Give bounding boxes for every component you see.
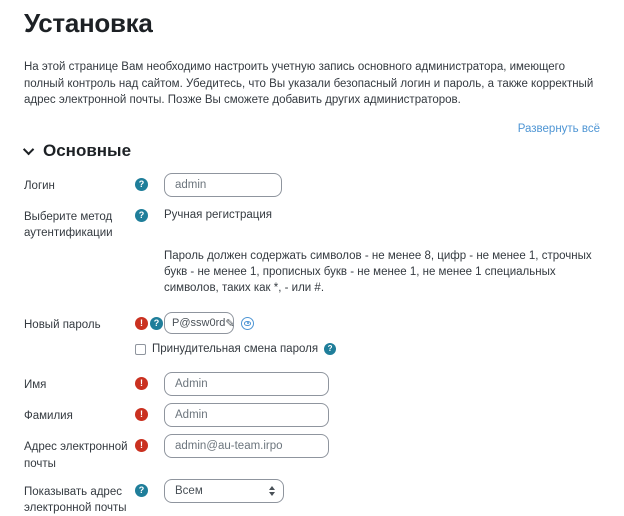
help-icon[interactable]: ?: [135, 178, 148, 191]
email-visibility-select[interactable]: [164, 479, 284, 503]
new-password-input[interactable]: [164, 312, 234, 334]
required-icon: !: [135, 439, 148, 452]
form-row-auth-method: [24, 204, 600, 241]
required-icon: !: [135, 317, 148, 330]
form-row-new-password: [24, 312, 600, 334]
form-row-force-password-change: [24, 341, 600, 365]
help-icon[interactable]: ?: [135, 209, 148, 222]
auth-method-value: Ручная регистрация: [164, 209, 273, 222]
email-visibility-selected-value: Всем: [175, 484, 203, 497]
page-title: Установка: [24, 8, 153, 38]
required-icon: !: [135, 377, 148, 390]
unmask-password-eye-icon[interactable]: [241, 317, 254, 330]
intro-text: На этой странице Вам необходимо настроить учетную запись основного администратора, имеющего полный контроль над сайтом. Убедитесь, что Вы указали безопасный логин и пароль, а также корректный адрес электронной почты. Позже Вы сможете добавить других администраторов.: [24, 61, 594, 107]
force-password-change-checkbox[interactable]: [135, 344, 146, 355]
form-row-login: [24, 173, 600, 197]
chevron-down-icon: [23, 144, 34, 155]
auth-method-label: Выберите метод аутентификации: [24, 211, 113, 240]
form-row-email: [24, 434, 600, 471]
expand-all-row: [24, 119, 600, 137]
last-name-input[interactable]: [164, 403, 329, 427]
first-name-label: Имя: [24, 379, 47, 392]
email-label: Адрес электронной почты: [24, 441, 128, 470]
help-icon[interactable]: ?: [324, 343, 336, 355]
new-password-label: Новый пароль: [24, 319, 101, 332]
help-icon[interactable]: ?: [150, 317, 163, 330]
form-row-last-name: [24, 403, 600, 427]
login-input[interactable]: [164, 173, 282, 197]
last-name-label: Фамилия: [24, 410, 73, 423]
password-hint-text: Пароль должен содержать символов - не менее 8, цифр - не менее 1, строчных букв - не менее 1, прописных букв - не менее 1, не менее 1 специальных символов, таких как *, - или #.: [164, 250, 592, 295]
form-row-password-hint: [24, 248, 600, 305]
form-row-first-name: [24, 372, 600, 396]
force-password-change-label: Принудительная смена пароля: [152, 343, 319, 356]
form-row-email-visibility: [24, 479, 600, 516]
help-icon[interactable]: ?: [135, 484, 148, 497]
first-name-input[interactable]: [164, 372, 329, 396]
section-header-general[interactable]: [24, 141, 600, 161]
new-password-value: P@ssw0rd: [172, 317, 226, 330]
email-input[interactable]: [164, 434, 329, 458]
section-title: Основные: [43, 141, 132, 161]
edit-pencil-icon: ✎: [225, 317, 235, 330]
expand-all-link[interactable]: Развернуть всё: [517, 123, 600, 136]
login-label: Логин: [24, 180, 55, 193]
select-arrows-icon: [269, 486, 275, 496]
email-visibility-label: Показывать адрес электронной почты: [24, 485, 127, 514]
required-icon: !: [135, 408, 148, 421]
